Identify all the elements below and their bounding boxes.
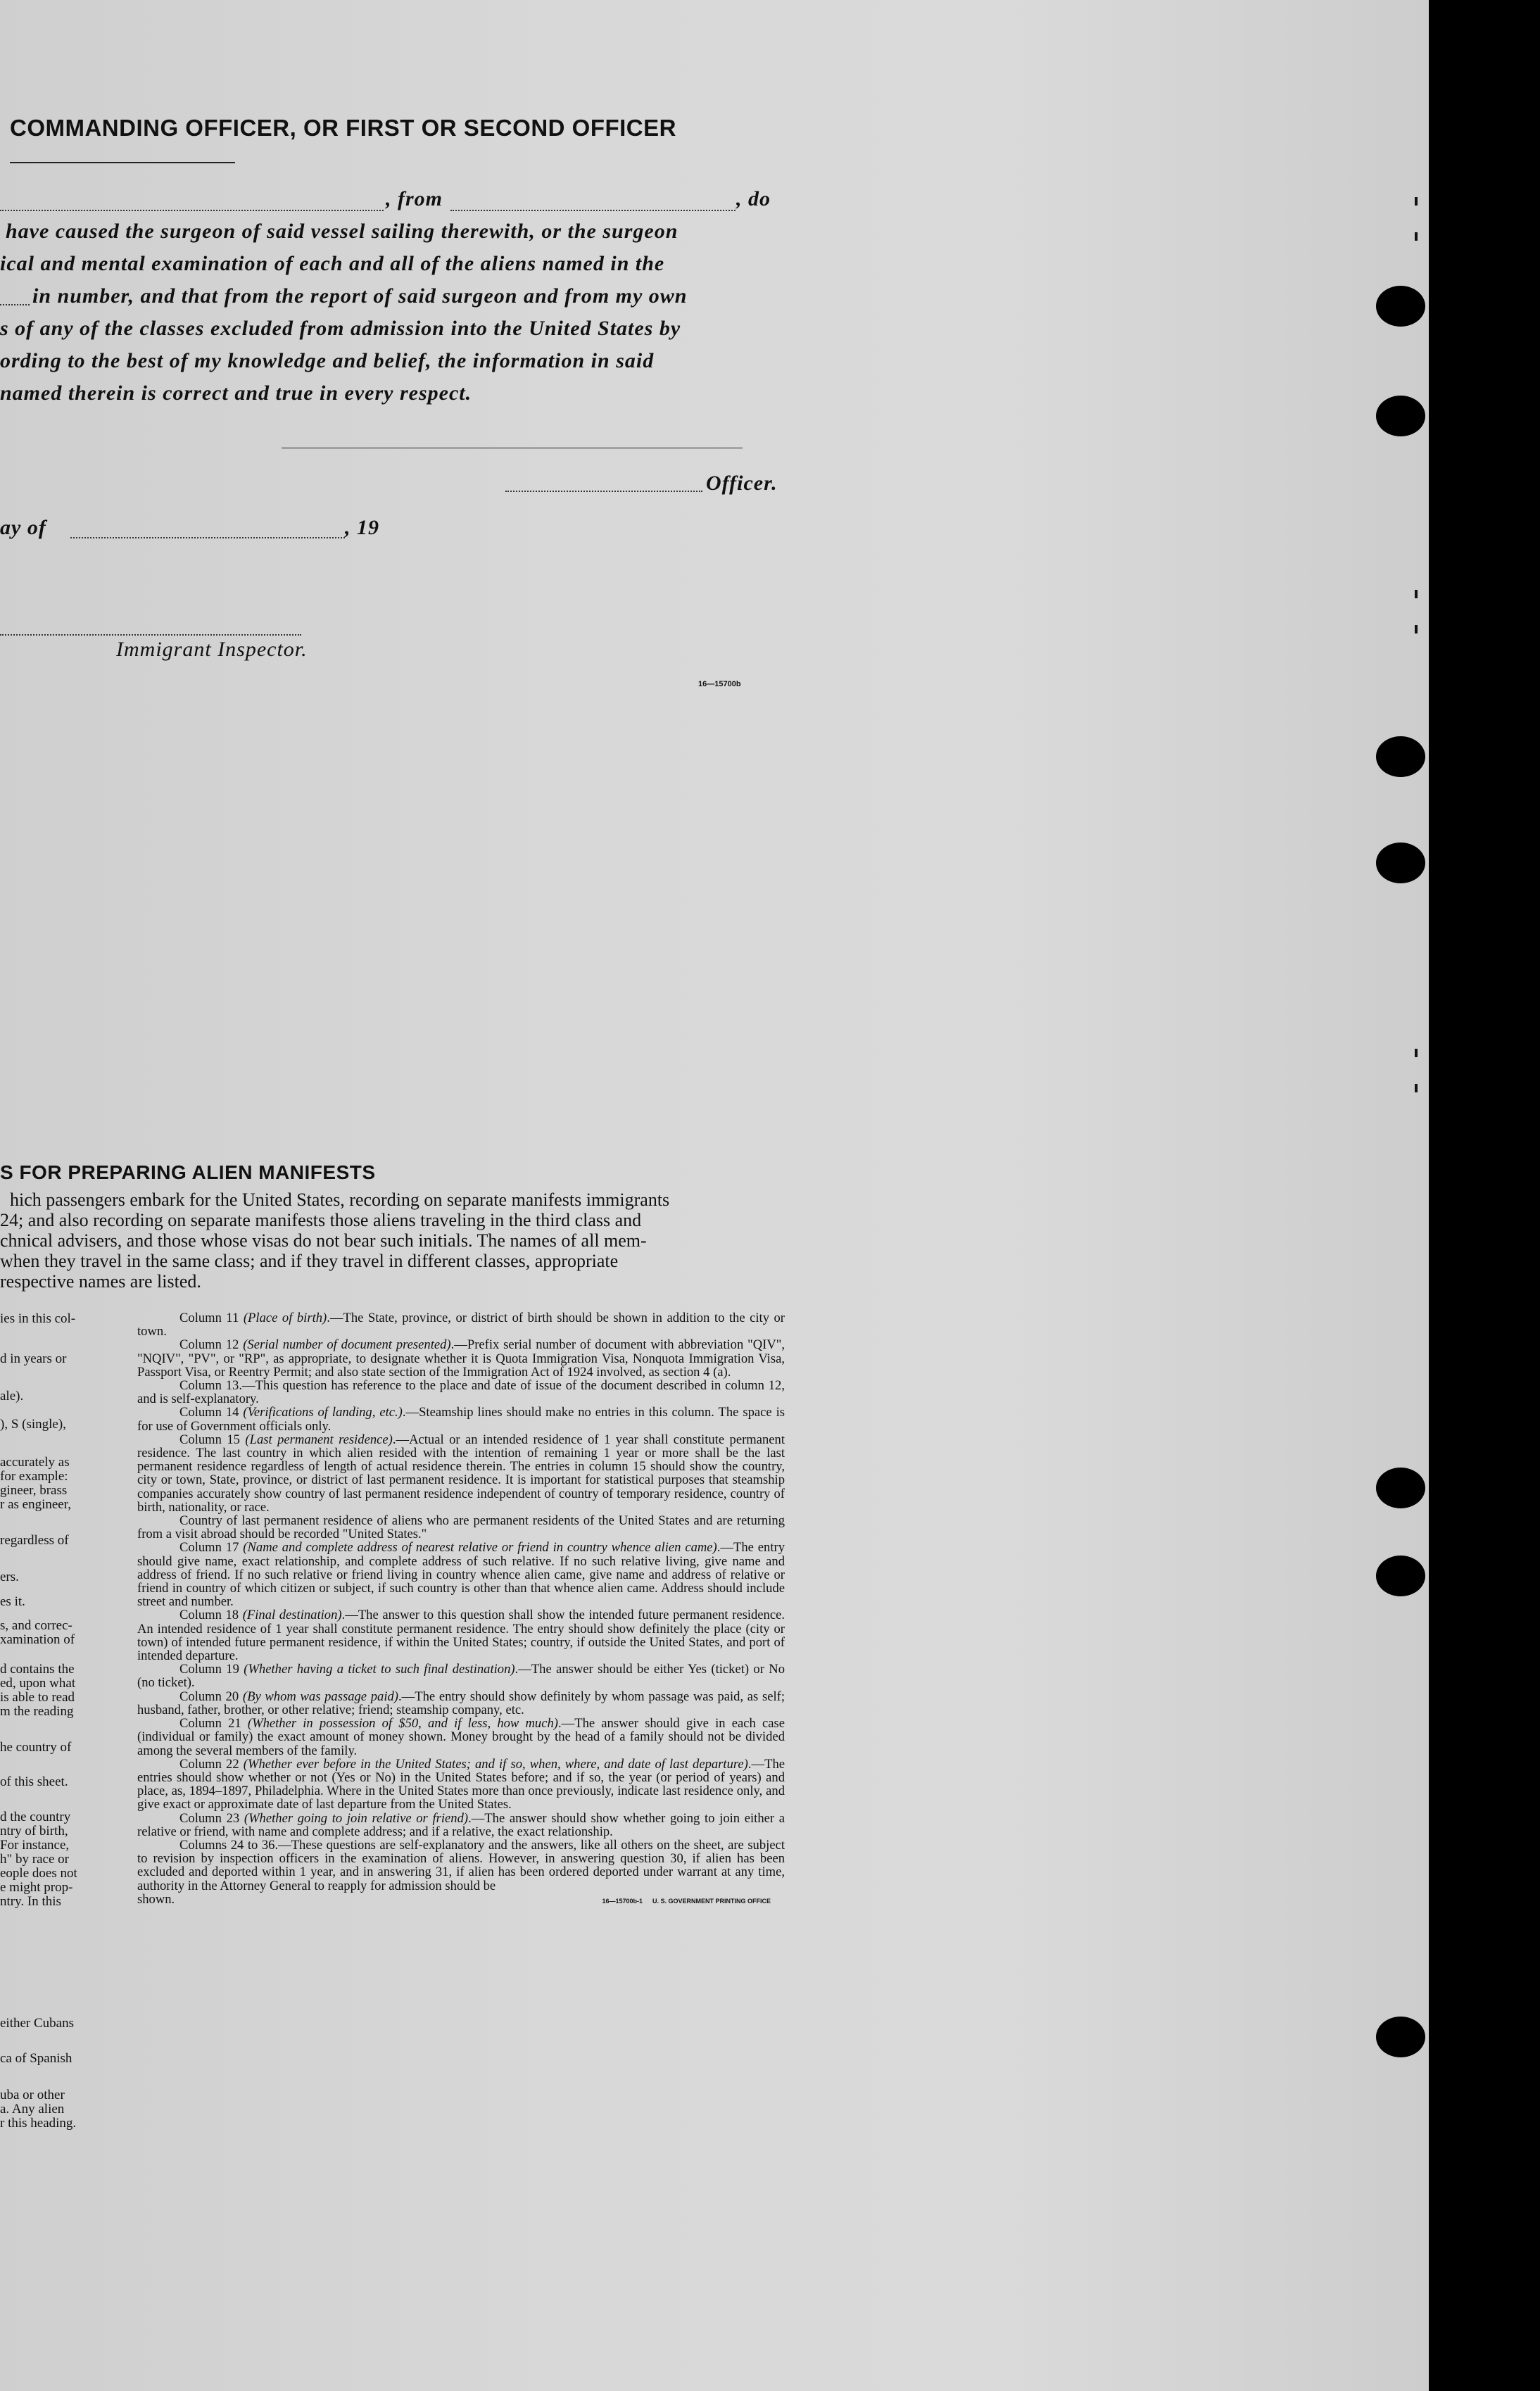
left-fragment: d in years or [0,1351,67,1366]
from-blank [450,210,736,211]
date-blank [70,537,345,538]
left-fragment: ntry of birth, [0,1824,68,1838]
binder-hole [1376,843,1425,883]
perforation-mark [1415,232,1418,241]
column-paragraph: Column 18 (Final destination).—The answer to this question shall show the intended future permanent residence. An intended residence of 1 year shall constitute permanent residence. The entry should show definitely the place (city or town) of intended future permanent residence, if within the United States; country, if outside the United States, and port of intended departure. [137,1608,785,1664]
certificate-form-number: 16—15700b [698,680,741,688]
perforation-mark [1415,625,1418,633]
binder-hole [1376,2017,1425,2057]
column-paragraph: Columns 24 to 36.—These questions are self-explanatory and the answers, like all others on the sheet, are subject to revision by inspection officers in the examination of aliens. However, in answering question 30, if alien has been excluded and deported within 1 year, and in answering 31, if alien has been ordered deported under warrant at any time, authority in the Attorney General to reapply for admission should be [137,1837,785,1893]
left-fragment: ca of Spanish [0,2051,72,2066]
perforation-mark [1415,1049,1418,1057]
officer-blank [505,491,702,492]
certificate-line: named therein is correct and true in every respect. [0,381,472,405]
perforation-mark [1415,1084,1418,1092]
binder-hole [1376,1468,1425,1508]
binder-hole [1376,1556,1425,1596]
intro-line: hich passengers embark for the United States, recording on separate manifests immigrants [10,1190,670,1210]
left-fragment: either Cubans [0,2016,75,2031]
left-fragment: s, and correc- [0,1618,72,1633]
binder-hole [1376,396,1425,436]
intro-line: chnical advisers, and those whose visas do not bear such initials. The names of all mem- [0,1230,647,1251]
left-fragment: for example: [0,1469,68,1484]
left-fragment: of this sheet. [0,1774,68,1789]
column-paragraph: Country of last permanent residence of aliens who are permanent residents of the United States and are returning from a visit abroad should be recorded "United States." [137,1513,785,1542]
left-fragment: eople does not [0,1866,77,1881]
number-blank [0,304,30,305]
officer-label: Officer. [706,472,778,495]
left-fragment: ale). [0,1389,24,1403]
binder-hole [1376,286,1425,327]
left-fragment: is able to read [0,1690,75,1705]
intro-line: respective names are listed. [0,1271,201,1292]
column-paragraph: Column 17 (Name and complete address of nearest relative or friend in country whence alien came).—The entry should give name, exact relationship, and complete address of such relative. If no such relative living, give name and address of friend. If no such relative or friend living in country whence alien came, give name and address of relative or friend in country of which citizen or subject, if such country is other than that whence alien came. Address should include street and number. [137,1540,785,1610]
column-paragraph: Column 19 (Whether having a ticket to such final destination).—The answer should be either Yes (ticket) or No (no ticket). [137,1662,785,1691]
column-footer [137,1893,785,1908]
column-paragraph: Column 21 (Whether in possession of $50, and if less, how much).—The answer should give in each case (individual or family) the exact amount of money shown. Money brought by the head of a family should not be divided among the several members of the family. [137,1716,785,1758]
left-fragment: ed, upon what [0,1676,76,1691]
left-fragment: es it. [0,1594,25,1609]
column-paragraph: Column 12 (Serial number of document presented).—Prefix serial number of document with abbreviation "QIV", "NQIV", "PV", or "RP", as appropriate, to designate whether it is Quota Immigration Visa, Nonquota Immigration Visa, Passport Visa, or Reentry Permit; and also state section of the Immigration Act of 1924 involved, as section 4 (a). [137,1337,785,1380]
year-label: , 19 [345,516,379,539]
left-fragment: uba or other [0,2088,65,2102]
column-instructions [137,1311,785,1908]
inspector-blank [0,634,301,636]
column-paragraph: Column 14 (Verifications of landing, etc.).—Steamship lines should make no entries in this column. The space is for use of Government officials only. [137,1405,785,1434]
left-fragment: m the reading [0,1704,74,1719]
left-fragment: he country of [0,1740,72,1755]
from-label: , from [386,187,443,210]
inspector-label: Immigrant Inspector. [116,638,308,661]
left-fragment: ies in this col- [0,1311,76,1326]
column-paragraph: Column 20 (By whom was passage paid).—The entry should show definitely by whom passage was paid, as self; husband, father, brother, or other relative; friend; steamship company, etc. [137,1689,785,1717]
column-paragraph: Column 13.—This question has reference to the place and date of issue of the document described in column 12, and is self-explanatory. [137,1378,785,1407]
last-word: shown. [137,1891,175,1907]
footer-imprint [602,1893,785,1908]
left-fragment: ers. [0,1570,19,1584]
certificate-line: in number, and that from the report of said surgeon and from my own [32,284,688,308]
heading-underline [10,162,235,163]
vessel-blank [0,210,384,211]
footer-office: U. S. GOVERNMENT PRINTING OFFICE [652,1897,771,1905]
column-paragraph: Column 11 (Place of birth).—The State, province, or district of birth should be shown in addition to the city or town. [137,1311,785,1339]
left-fragment: For instance, [0,1838,70,1853]
perforation-mark [1415,590,1418,598]
binder-hole [1376,736,1425,777]
left-fragment: a. Any alien [0,2102,65,2116]
footer-form-number: 16—15700b-1 [602,1897,643,1905]
left-fragment: h" by race or [0,1852,69,1867]
left-fragment: d the country [0,1810,71,1824]
left-fragment: xamination of [0,1632,75,1647]
certificate-line: have caused the surgeon of said vessel sailing therewith, or the surgeon [6,220,679,243]
column-paragraph: Column 22 (Whether ever before in the United States; and if so, when, where, and date of last departure).—The entries should show whether or not (Yes or No) in the United States before; and if so, the year (or period of years) and place, as, 1894–1897, Philadelphia. Where in the United States more than once previously, indicate last residence only, and give exact or approximate date of last departure from the United States. [137,1756,785,1812]
day-of-label: ay of [0,516,46,539]
certificate-line: ical and mental examination of each and all of the aliens named in the [0,252,665,275]
perforation-mark [1415,197,1418,206]
intro-line: when they travel in the same class; and if they travel in different classes, appropriate [0,1251,619,1271]
certificate-line: s of any of the classes excluded from admission into the United States by [0,317,681,340]
left-fragment: accurately as [0,1455,70,1470]
left-fragment: r as engineer, [0,1497,72,1512]
intro-line: 24; and also recording on separate manifests those aliens traveling in the third class and [0,1210,642,1230]
left-fragment: r this heading. [0,2116,77,2131]
left-fragment: ), S (single), [0,1417,66,1432]
officer-heading: COMMANDING OFFICER, OR FIRST OR SECOND OFFICER [10,115,676,141]
left-fragment: e might prop- [0,1880,73,1895]
left-fragment: regardless of [0,1533,69,1548]
do-label: , do [736,187,771,210]
column-paragraph: Column 15 (Last permanent residence).—Actual or an intended residence of 1 year shall constitute permanent residence. The last country in which alien resided with the intention of remaining 1 year or more shall be the last permanent residence regardless of length of actual residence therein. The entries in column 15 should show the country, city or town, State, province, or district of last permanent residence. It is important for statistical purposes that steamship companies accurately show country of last permanent residence independent of country of temporary residence, country of birth, nationality, or race. [137,1432,785,1515]
left-fragment: d contains the [0,1662,75,1677]
column-paragraph: Column 23 (Whether going to join relative or friend).—The answer should show whether going to join either a relative or friend, with name and complete address; and if a relative, the exact relationship. [137,1810,785,1839]
certificate-line: ording to the best of my knowledge and belief, the information in said [0,349,655,372]
left-fragment: ntry. In this [0,1894,61,1909]
left-fragment: gineer, brass [0,1483,68,1498]
instructions-title: S FOR PREPARING ALIEN MANIFESTS [0,1161,376,1183]
